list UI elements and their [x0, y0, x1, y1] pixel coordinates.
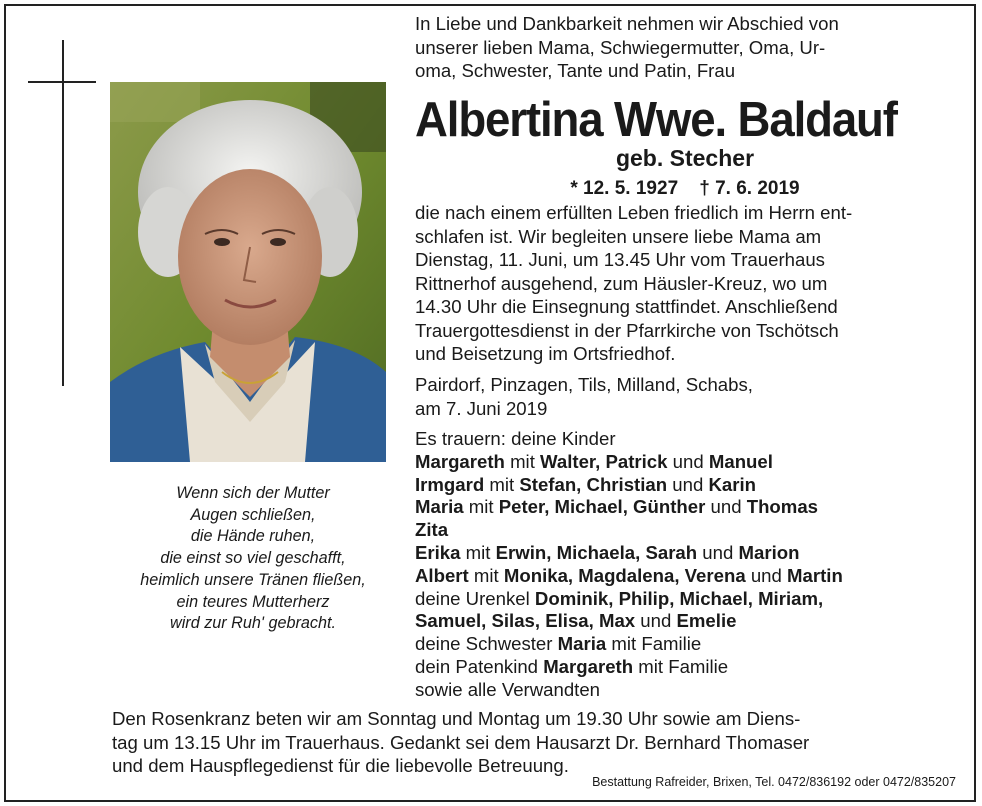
mourner-name: Martin [787, 564, 843, 586]
details-line: Rittnerhof ausgehend, zum Häusler-Kreuz, wo um [415, 272, 828, 294]
closing-line: Den Rosenkranz beten wir am Sonntag und Montag um 19.30 Uhr sowie am Diens- [112, 708, 801, 729]
mourner-lines [415, 451, 955, 702]
mourner-relation: und [635, 610, 677, 632]
mourner-line [415, 610, 955, 633]
mourner-name: Erika [415, 541, 461, 563]
birth-name: geb. Stecher [615, 145, 755, 171]
mourner-line [415, 519, 955, 542]
mourner-relation: mit [468, 564, 504, 586]
funeral-home-contact: Bestattung Rafreider, Brixen, Tel. 0472/836192 oder 0472/835207 [592, 775, 956, 789]
mourner-relation: und [667, 450, 709, 472]
details-line: die nach einem erfüllten Leben friedlich im Herrn ent- [415, 202, 853, 223]
mourners-heading: Es trauern: deine Kinder [415, 428, 616, 449]
mourner-name: Stefan, Christian [519, 473, 668, 495]
mourner-name: Emelie [676, 610, 737, 632]
mourner-name: Monika, Magdalena, Verena [503, 564, 746, 586]
mourner-name: Albert [415, 564, 469, 586]
details-line: Trauergottesdienst in der Pfarrkirche von Tschötsch [415, 319, 839, 341]
mourner-relation: mit [504, 450, 541, 472]
mourner-line [415, 679, 955, 702]
closing-paragraph [112, 707, 957, 778]
mourner-name: Manuel [708, 450, 773, 472]
cross-icon-vertical [62, 40, 64, 386]
mourner-relation: deine Urenkel [415, 587, 535, 609]
closing-line: und dem Hauspflegedienst für die liebevolle Betreuung. [112, 755, 569, 776]
place-and-date [415, 373, 955, 420]
mourner-relation: mit [460, 541, 496, 563]
poem-line: Augen schließen, [190, 505, 316, 524]
intro-line: oma, Schwester, Tante und Patin, Frau [415, 60, 736, 81]
poem-line: Wenn sich der Mutter [176, 484, 330, 502]
mourner-relation: mit [484, 473, 520, 495]
mourner-name: Erwin, Michaela, Sarah [495, 541, 698, 563]
poem-line: ein teures Mutterherz [176, 592, 330, 611]
mourner-line [415, 633, 955, 656]
mourner-line [415, 656, 955, 679]
details-line: 14.30 Uhr die Einsegnung stattfindet. Anschließend [415, 296, 838, 317]
mourner-name: Thomas [746, 496, 819, 518]
mourner-relation: mit Familie [633, 655, 729, 677]
mourner-relation: und [745, 564, 788, 586]
mourner-relation: mit [463, 496, 499, 518]
portrait-photo [110, 82, 386, 462]
mourner-line [415, 542, 955, 565]
life-dates: * 12. 5. 1927 † 7. 6. 2019 [570, 178, 800, 199]
details-line: Dienstag, 11. Juni, um 13.45 Uhr vom Trauerhaus [415, 249, 825, 270]
mourner-name: Marion [738, 541, 800, 563]
mourner-name: Maria [415, 496, 464, 518]
mourner-name: Irmgard [415, 473, 485, 495]
intro-line: In Liebe und Dankbarkeit nehmen wir Abschied von [415, 13, 839, 34]
place-line: Pairdorf, Pinzagen, Tils, Milland, Schabs, [415, 374, 753, 395]
mourner-relation: mit Familie [606, 633, 702, 655]
mourner-line [415, 451, 955, 474]
poem-line: wird zur Ruh' gebracht. [170, 614, 336, 633]
mourner-line [415, 474, 955, 497]
mourner-relation: dein Patenkind [415, 655, 544, 677]
poem-line: heimlich unsere Tränen fließen, [140, 570, 366, 589]
cross-icon-horizontal [28, 81, 96, 83]
mourner-line [415, 588, 955, 611]
details-line: und Beisetzung im Ortsfriedhof. [415, 343, 676, 364]
mourner-line [415, 496, 955, 519]
mourner-relation: und [667, 473, 709, 495]
mourner-name: Zita [415, 519, 449, 541]
mourner-name: Karin [708, 473, 756, 495]
place-line: am 7. Juni 2019 [415, 397, 548, 419]
mourner-name: Maria [557, 633, 607, 655]
mourner-name: Samuel, Silas, Elisa, Max [415, 610, 636, 632]
mourner-relation: sowie alle Verwandten [415, 678, 601, 700]
mourner-name: Walter, Patrick [540, 450, 668, 472]
mourner-line [415, 565, 955, 588]
funeral-details [415, 201, 955, 366]
intro-line: unserer lieben Mama, Schwiegermutter, Oma, Ur- [415, 36, 826, 58]
deceased-name: Albertina Wwe. Baldauf [415, 93, 897, 147]
intro-paragraph [415, 12, 955, 83]
mourner-name: Dominik, Philip, Michael, Miriam, [534, 587, 824, 609]
mourner-name: Peter, Michael, Günther [498, 496, 706, 518]
details-line: schlafen ist. Wir begleiten unsere liebe Mama am [415, 225, 822, 247]
mourner-relation: und [705, 496, 747, 518]
mourners-list [415, 428, 955, 702]
poem-line: die einst so viel geschafft, [160, 549, 346, 568]
mourner-relation: deine Schwester [415, 633, 558, 655]
mourner-name: Margareth [415, 450, 505, 472]
mourner-name: Margareth [543, 655, 634, 677]
closing-line: tag um 13.15 Uhr im Trauerhaus. Gedankt sei dem Hausarzt Dr. Bernhard Thomaser [112, 731, 810, 753]
mourner-relation: und [697, 541, 739, 563]
poem-line: die Hände ruhen, [190, 527, 316, 546]
memorial-poem [108, 483, 398, 635]
